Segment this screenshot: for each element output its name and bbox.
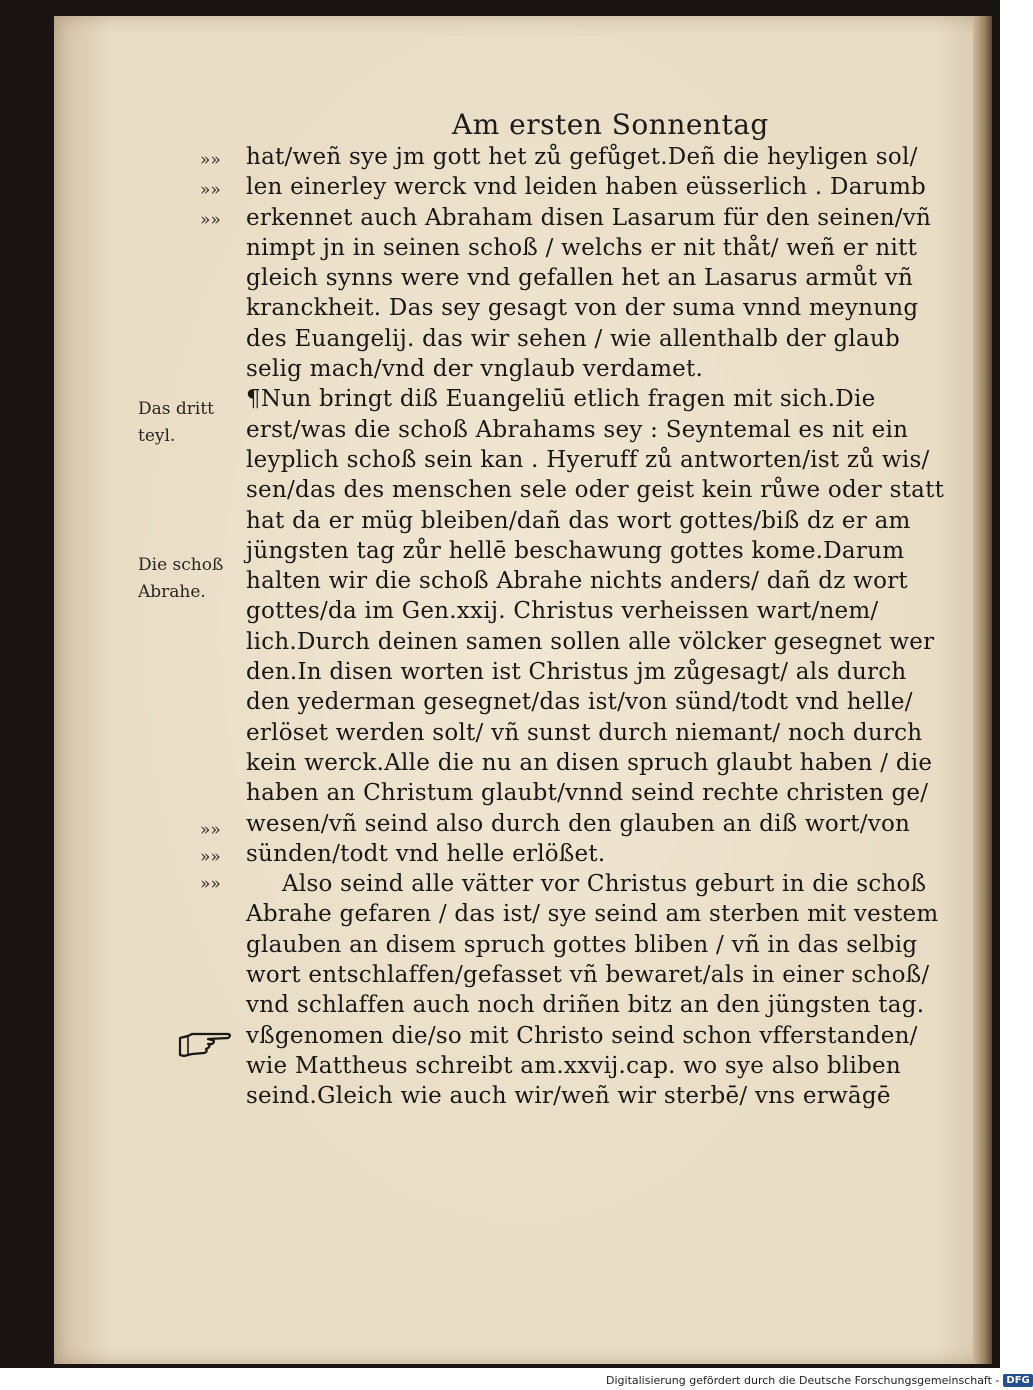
text-line: gottes/da im Gen.xxij. Christus verheissen wart/nem/ <box>246 598 879 625</box>
text-line: ¶Nun bringt diß Euangeliū etlich fragen mit sich.Die <box>246 386 876 413</box>
running-head: Am ersten Sonnentag <box>452 108 769 141</box>
margin-note-line: teyl. <box>138 426 176 446</box>
margin-note-line: Das dritt <box>138 399 215 419</box>
text-line: nimpt jn in seinen schoß / welchs er nit thåt/ weñ er nitt <box>246 234 918 261</box>
quote-mark: »» <box>200 150 221 170</box>
text-line: glauben an disem spruch gottes bliben / vñ in das selbig <box>246 931 918 958</box>
quote-mark: »» <box>200 847 221 867</box>
text-line: hat/weñ sye jm gott het zů gefůget.Deñ die heyligen sol/ <box>246 144 918 170</box>
text-line: len einerley werck vnd leiden haben eüsserlich . Darumb <box>246 174 926 201</box>
body-text <box>246 142 945 1112</box>
text-line: vßgenomen die/so mit Christo seind schon vfferstanden/ <box>246 1022 918 1049</box>
text-line: erlöset werden solt/ vñ sunst durch niemant/ noch durch <box>246 719 923 746</box>
text-line: wie Mattheus schreibt am.xxvij.cap. wo sye also bliben <box>246 1052 901 1079</box>
manicule-pointing-hand-icon <box>178 1028 234 1062</box>
text-line: leyplich schoß sein kan . Hyeruff zů antworten/ist zů wis/ <box>246 446 930 473</box>
text-line: wesen/vñ seind also durch den glauben an diß wort/von <box>246 810 911 837</box>
text-line: den yederman gesegnet/das ist/von sünd/todt vnd helle/ <box>246 689 913 716</box>
text-line: wort entschlaffen/gefasset vñ bewaret/als in einer schoß/ <box>246 962 930 989</box>
text-line: erkennet auch Abraham disen Lasarum für den seinen/vñ <box>246 204 932 231</box>
text-line: den.In disen worten ist Christus jm zůgesagt/ als durch <box>246 659 907 686</box>
text-line: hat da er müg bleiben/dañ das wort gottes/biß dz er am <box>246 507 911 534</box>
quote-mark: »» <box>200 180 221 200</box>
digitization-footer <box>606 1371 1033 1390</box>
text-line: lich.Durch deinen samen sollen alle völcker gesegnet wer <box>246 628 935 655</box>
text-line: selig mach/vnd der vnglaub verdamet. <box>246 356 704 383</box>
quote-mark: »» <box>200 820 221 840</box>
text-line: halten wir die schoß Abrahe nichts anders/ dañ dz wort <box>246 568 908 595</box>
margin-note-dritt-teyl <box>138 396 238 450</box>
quote-mark: »» <box>200 874 221 894</box>
footer-text: Digitalisierung gefördert durch die Deutsche Forschungsgemeinschaft - <box>606 1374 1000 1387</box>
margin-note-line: Die schoß <box>138 555 224 575</box>
dfg-logo: DFG <box>1003 1374 1032 1387</box>
text-line: sen/das des menschen sele oder geist kein růwe oder statt <box>246 477 945 504</box>
margin-note-schoss-abrahe <box>138 552 238 606</box>
page-edge <box>973 16 992 1364</box>
text-line: gleich synns were vnd gefallen het an Lasarus armůt vñ <box>246 265 914 292</box>
text-line: kranckheit. Das sey gesagt von der suma vnnd meynung <box>246 295 919 322</box>
text-line: seind.Gleich wie auch wir/weñ wir sterbē/ vns erwāgē <box>246 1083 891 1110</box>
text-line: des Euangelij. das wir sehen / wie allenthalb der glaub <box>246 325 900 352</box>
margin-note-line: Abrahe. <box>138 582 206 602</box>
text-line: kein werck.Alle die nu an disen spruch glaubt haben / die <box>246 749 933 776</box>
text-line: jüngsten tag zůr hellē beschawung gottes kome.Darum <box>246 537 905 564</box>
text-line: Also seind alle vätter vor Christus geburt in die schoß <box>282 871 927 898</box>
text-line: vnd schlaffen auch noch driñen bitz an den jüngsten tag. <box>246 992 925 1019</box>
quote-mark: »» <box>200 210 221 230</box>
text-line: erst/was die schoß Abrahams sey : Seyntemal es nit ein <box>246 416 909 443</box>
text-line: Abrahe gefaren / das ist/ sye seind am sterben mit vestem <box>246 901 939 928</box>
text-line: sünden/todt vnd helle erlößet. <box>246 840 606 867</box>
text-line: haben an Christum glaubt/vnnd seind rechte christen ge/ <box>246 780 929 807</box>
